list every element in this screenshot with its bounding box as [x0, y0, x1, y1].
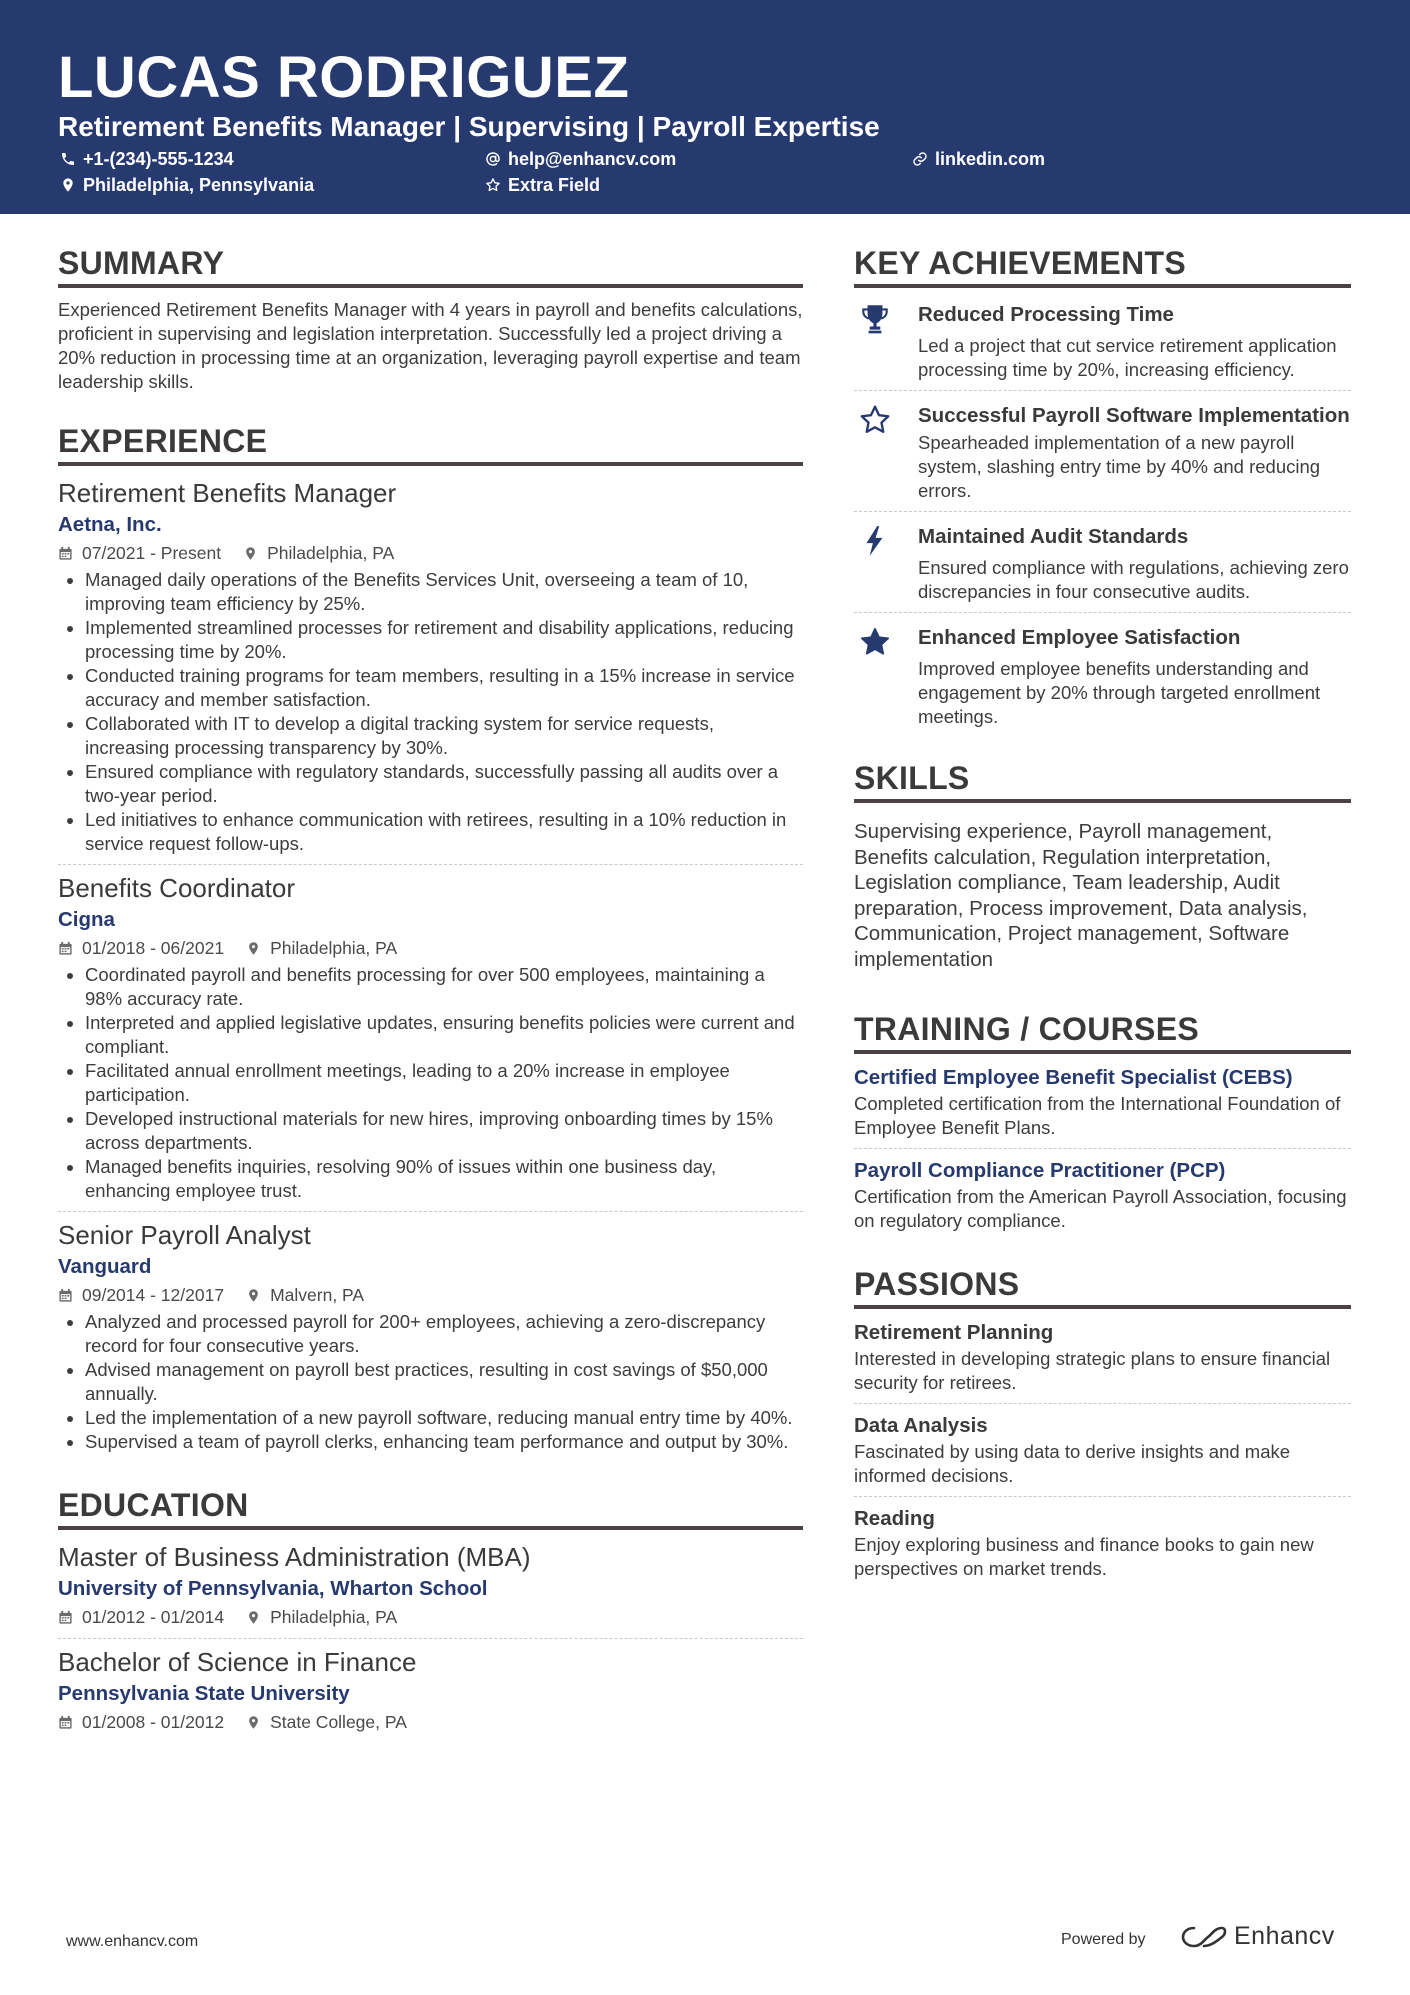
job-location: Malvern, PA — [270, 1285, 365, 1305]
achievement-title: Reduced Processing Time — [918, 303, 1174, 326]
location-pin-icon — [246, 1715, 261, 1730]
education-location: State College, PA — [270, 1712, 407, 1732]
passion-title: Reading — [854, 1507, 935, 1530]
candidate-subtitle: Retirement Benefits Manager | Supervising | Payroll Expertise — [58, 111, 880, 142]
job-bullet: • Managed benefits inquiries, resolving 90% of issues within one business day, enhancing employee trust. — [85, 1155, 803, 1203]
job-meta — [58, 1282, 803, 1308]
education-section — [58, 1486, 803, 1743]
phone-icon — [60, 151, 76, 167]
location-pin-icon — [246, 1610, 261, 1625]
calendar-icon — [58, 1610, 73, 1625]
achievements-section — [854, 244, 1351, 737]
job-bullet: • Coordinated payroll and benefits processing for over 500 employees, maintaining a 98% accuracy rate. — [85, 963, 803, 1011]
contact-email[interactable] — [485, 148, 676, 170]
education-title: EDUCATION — [58, 1486, 803, 1530]
star-filled-icon — [858, 625, 892, 659]
course-item — [854, 1148, 1351, 1241]
achievement-title: Enhanced Employee Satisfaction — [918, 626, 1241, 649]
passion-desc: Interested in developing strategic plans to ensure financial security for retirees. — [854, 1348, 1331, 1393]
job-bullets — [58, 568, 803, 856]
calendar-icon — [58, 941, 73, 956]
location-pin-icon — [243, 546, 258, 561]
course-title: Payroll Compliance Practitioner (PCP) — [854, 1159, 1226, 1182]
resume-header — [0, 0, 1410, 214]
course-desc: Certification from the American Payroll Association, focusing on regulatory compliance. — [854, 1186, 1347, 1231]
job-meta — [58, 540, 803, 566]
enhancv-brand-text: Enhancv — [1234, 1922, 1335, 1950]
contact-linkedin-text: linkedin.com — [935, 149, 1046, 169]
job-bullet: • Managed daily operations of the Benefits Services Unit, overseeing a team of 10, improving team efficiency by 25%. — [85, 568, 803, 616]
contact-location — [60, 174, 314, 196]
trophy-icon — [858, 302, 892, 336]
job-title: Senior Payroll Analyst — [58, 1220, 311, 1250]
left-column — [58, 244, 803, 1743]
job-company: Cigna — [58, 908, 115, 931]
job-dates: 09/2014 - 12/2017 — [82, 1285, 225, 1305]
skills-title: SKILLS — [854, 759, 1351, 803]
summary-text: Experienced Retirement Benefits Manager with 4 years in payroll and benefits calculations, proficient in supervising and legislation interpretation. Successfully led a project driving a 20% reduction in processing time at an organization, leveraging payroll expertise and team leadership skills. — [58, 299, 803, 392]
job-bullet: • Analyzed and processed payroll for 200+ employees, achieving a zero-discrepancy record for four consecutive years. — [85, 1310, 803, 1358]
skills-text: Supervising experience, Payroll management, Benefits calculation, Regulation interpretation, Legislation compliance, Team leadership, Audit preparation, Process improvement, Data analysis, Communication, Project management, Software implementation — [854, 820, 1308, 971]
enhancv-logo-icon — [1180, 1924, 1228, 1950]
contact-email-text: help@enhancv.com — [508, 149, 677, 169]
job-bullet: • Supervised a team of payroll clerks, enhancing team performance and output by 30%. — [85, 1430, 803, 1454]
achievement-item — [854, 290, 1351, 390]
achievement-item — [854, 390, 1351, 511]
achievement-desc: Spearheaded implementation of a new payroll system, slashing entry time by 40% and reducing errors. — [918, 432, 1321, 501]
job-bullet: • Advised management on payroll best practices, resulting in cost savings of $50,000 annually. — [85, 1358, 803, 1406]
course-item — [854, 1060, 1351, 1148]
job-bullet: • Facilitated annual enrollment meetings, leading to a 20% increase in employee participation. — [85, 1059, 803, 1107]
link-icon — [912, 151, 928, 167]
course-desc: Completed certification from the International Foundation of Employee Benefit Plans. — [854, 1093, 1341, 1138]
location-pin-icon — [246, 941, 261, 956]
job-title: Benefits Coordinator — [58, 873, 296, 903]
achievement-item — [854, 612, 1351, 737]
job-bullet: • Implemented streamlined processes for retirement and disability applications, reducing processing time by 20%. — [85, 616, 803, 664]
footer-powered-by: Powered by — [1061, 1931, 1146, 1948]
job-title: Retirement Benefits Manager — [58, 478, 397, 508]
enhancv-logo[interactable] — [1180, 1922, 1335, 1951]
education-location: Philadelphia, PA — [270, 1607, 398, 1627]
education-dates: 01/2008 - 01/2012 — [82, 1712, 225, 1732]
job-dates: 01/2018 - 06/2021 — [82, 938, 225, 958]
job-entry — [58, 1211, 803, 1462]
education-meta — [58, 1604, 803, 1630]
contact-extra — [485, 174, 600, 196]
job-bullet: • Ensured compliance with regulatory standards, successfully passing all audits over a two-year period. — [85, 760, 803, 808]
passion-desc: Enjoy exploring business and finance books to gain new perspectives on market trends. — [854, 1534, 1314, 1579]
contact-phone[interactable] — [60, 148, 234, 170]
candidate-name: LUCAS RODRIGUEZ — [58, 45, 630, 110]
passions-title: PASSIONS — [854, 1265, 1351, 1309]
right-column — [854, 244, 1351, 1589]
job-entry — [58, 476, 803, 864]
lightning-icon — [858, 524, 892, 558]
education-meta — [58, 1709, 803, 1735]
job-bullet: • Led initiatives to enhance communication with retirees, resulting in a 10% reduction in service request follow-ups. — [85, 808, 803, 856]
passion-item — [854, 1403, 1351, 1496]
summary-section — [58, 244, 803, 394]
job-bullet: • Developed instructional materials for new hires, improving onboarding times by 15% across departments. — [85, 1107, 803, 1155]
education-degree: Master of Business Administration (MBA) — [58, 1542, 531, 1572]
achievement-item — [854, 511, 1351, 612]
achievements-title: KEY ACHIEVEMENTS — [854, 244, 1351, 288]
calendar-icon — [58, 546, 73, 561]
achievement-title: Maintained Audit Standards — [918, 525, 1189, 548]
education-dates: 01/2012 - 01/2014 — [82, 1607, 225, 1627]
education-school: Pennsylvania State University — [58, 1682, 350, 1705]
job-bullets — [58, 1310, 803, 1454]
passion-title: Retirement Planning — [854, 1321, 1054, 1344]
passion-item — [854, 1315, 1351, 1403]
contact-extra-text: Extra Field — [508, 175, 601, 195]
footer-website-link[interactable]: www.enhancv.com — [66, 1933, 199, 1950]
experience-title: EXPERIENCE — [58, 422, 803, 466]
passion-item — [854, 1496, 1351, 1589]
location-pin-icon — [246, 1288, 261, 1303]
job-location: Philadelphia, PA — [270, 938, 398, 958]
job-dates: 07/2021 - Present — [82, 543, 222, 563]
job-bullet: • Collaborated with IT to develop a digital tracking system for service requests, increasing processing transparency by 30%. — [85, 712, 803, 760]
course-title: Certified Employee Benefit Specialist (CEBS) — [854, 1066, 1293, 1089]
contact-phone-text: +1-(234)-555-1234 — [83, 149, 234, 169]
job-bullet: • Interpreted and applied legislative updates, ensuring benefits policies were current and compliant. — [85, 1011, 803, 1059]
at-icon — [485, 151, 501, 167]
summary-title: SUMMARY — [58, 244, 803, 288]
job-bullets — [58, 963, 803, 1203]
training-title: TRAINING / COURSES — [854, 1010, 1351, 1054]
star-icon — [485, 177, 501, 193]
skills-section — [854, 759, 1351, 972]
education-entry — [58, 1638, 803, 1743]
job-location: Philadelphia, PA — [267, 543, 395, 563]
passion-desc: Fascinated by using data to derive insights and make informed decisions. — [854, 1441, 1291, 1486]
contact-location-text: Philadelphia, Pennsylvania — [83, 175, 315, 195]
contact-linkedin[interactable] — [912, 148, 1045, 170]
training-section — [854, 1010, 1351, 1241]
education-degree: Bachelor of Science in Finance — [58, 1647, 417, 1677]
experience-section — [58, 422, 803, 1462]
passions-section — [854, 1265, 1351, 1589]
calendar-icon — [58, 1288, 73, 1303]
education-school: University of Pennsylvania, Wharton School — [58, 1577, 488, 1600]
star-outline-icon — [858, 403, 892, 437]
education-entry — [58, 1540, 803, 1638]
achievement-desc: Improved employee benefits understanding and engagement by 20% through targeted enrollment meetings. — [918, 658, 1321, 727]
achievement-title: Successful Payroll Software Implementation — [918, 404, 1350, 427]
job-entry — [58, 864, 803, 1211]
job-meta — [58, 935, 803, 961]
location-pin-icon — [60, 177, 76, 193]
job-company: Aetna, Inc. — [58, 513, 162, 536]
calendar-icon — [58, 1715, 73, 1730]
job-company: Vanguard — [58, 1255, 152, 1278]
job-bullet: • Conducted training programs for team members, resulting in a 15% increase in service accuracy and member satisfaction. — [85, 664, 803, 712]
passion-title: Data Analysis — [854, 1414, 988, 1437]
achievement-desc: Led a project that cut service retirement application processing time by 20%, increasing efficiency. — [918, 335, 1337, 380]
job-bullet: • Led the implementation of a new payroll software, reducing manual entry time by 40%. — [85, 1406, 803, 1430]
achievement-desc: Ensured compliance with regulations, achieving zero discrepancies in four consecutive audits. — [918, 557, 1349, 602]
